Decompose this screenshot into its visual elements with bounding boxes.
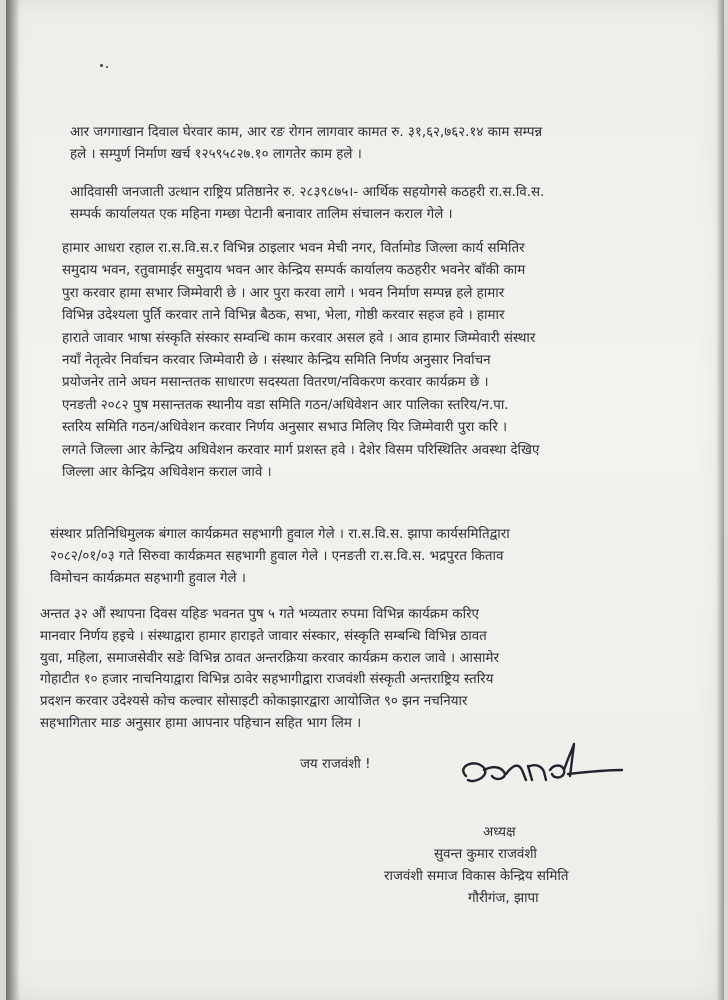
page-shadow-right — [716, 0, 724, 1000]
signatory-title: अध्यक्ष — [483, 825, 516, 840]
paper-speck — [106, 66, 108, 68]
signatory-name: सुवन्त कुमार राजवंशी — [434, 847, 537, 862]
signature-icon — [446, 736, 626, 806]
paragraph-anniversary-program: अन्तत ३२ औं स्थापना दिवस यहिङ भवनत पुष ५ गते भव्यतार रुपमा विभिन्न कार्यक्रम करिए मानवार निर्णय हइचे । संस्थाद्वारा हामार हाराइते जावार संस्कार, संस्कृति सम्बन्धि विभिन्न ठावत युवा, महिला, समाजसेवीर सङे विभिन्न ठावत अन्तरक्रिया करवार कार्यक्रम कराल जावे । आसामेर गोहाटीत १० हजार नाचनियाद्वारा विभिन्न ठावेर सहभागीद्वारा राजवंशी संस्कृती अन्तराष्ट्रिय स्तरिय प्रदशन करवार उदेश्यसे कोच कल्वार सोसाइटी कोकाझारद्वारा आयोजित ९० झन नचनियार सहभागितार माङ अनुसार हामा आपनार पहिचान सहित भाग लिम । — [40, 607, 499, 731]
paper-speck — [100, 64, 103, 67]
signatory-organization: राजवंशी समाज विकास केन्द्रिय समिति — [384, 869, 569, 884]
paragraph-building-responsibility: हामार आधरा रहाल रा.स.वि.स.र विभिन्न ठाइलार भवन मेची नगर, विर्तामोड जिल्ला कार्य समितिर समुदाय भवन, रतुवामाईर समुदाय भवन आर केन्द्रिय सम्पर्क कार्यालय कठहरीर भवनेर बाँकी काम पुरा करवार हामा सभार जिम्मेवारी छे । आर पुरा करवा लागे । भवन निर्माण सम्पन्न हले हामार विभिन्न उदेश्यला पुर्ति करवार ताने विभिन्न बैठक, सभा, भेला, गोष्ठी करवार सहज हवे । हामार हाराते जावार भाषा संस्कृति संस्कार सम्वन्धि काम करवार असल हवे । आव हामार जिम्मेवारी संस्थार नयाँ नेतृत्वेर निर्वाचन करवार जिम्मेवारी छे । संस्थार केन्द्रिय समिति निर्णय अनुसार निर्वाचन प्रयोजनेर ताने अघन मसान्ततक साधारण सदस्यता वितरण/नविकरण करवार कार्यक्रम छे । एनङती २०८२ पुष मसान्ततक स्थानीय वडा समिति गठन/अधिवेशन आर पालिका स्तरिय/न.पा. स्तरिय समिति गठन/अधिवेशन करवार निर्णय अनुसार सभाउ मिलिए यिर जिम्मेवारी पुरा करि । लगते जिल्ला आर केन्द्रिय अधिवेशन करवार मार्ग प्रशस्त हवे । देशेर विसम परिस्थितिर अवस्था देखिए जिल्ला आर केन्द्रिय अधिवेशन कराल जावे । — [62, 241, 540, 481]
paragraph-construction-cost: आर जगगाखान दिवाल घेरवार काम, आर रङ रोगन लागवार कामत रु. ३१,६२,७६२.१४ काम सम्पन्न हले । सम्पुर्ण निर्माण खर्च १२५९५८२७.१० लागतेर काम हले । — [70, 125, 543, 162]
paragraph-training-program: आदिवासी जनजाती उत्थान राष्ट्रिय प्रतिष्ठानेर रु. २८३९८७५।- आर्थिक सहयोगसे कठहरी रा.स.वि.स. सम्पर्क कार्यालयत एक महिना गम्छा पेटानी बनावार तालिम संचालन कराल गेले । — [70, 185, 545, 222]
signatory-location: गौरीगंज, झापा — [468, 891, 539, 906]
closing-salutation: जय राजवंशी ! — [300, 757, 371, 772]
paragraph-participation: संस्थार प्रतिनिधिमुलक बंगाल कार्यक्रमत सहभागी हुवाल गेले । रा.स.वि.स. झापा कार्यसमितिद्वारा २०८२/०१/०३ गते सिरुवा कार्यक्रमत सहभागी हुवाल गेले । एनङती रा.स.वि.स. भद्रपुरत किताव विमोचन कार्यक्रमत सहभागी हुवाल गेले । — [50, 527, 510, 586]
page-shadow-left — [6, 0, 20, 1000]
document-page — [6, 0, 724, 1000]
